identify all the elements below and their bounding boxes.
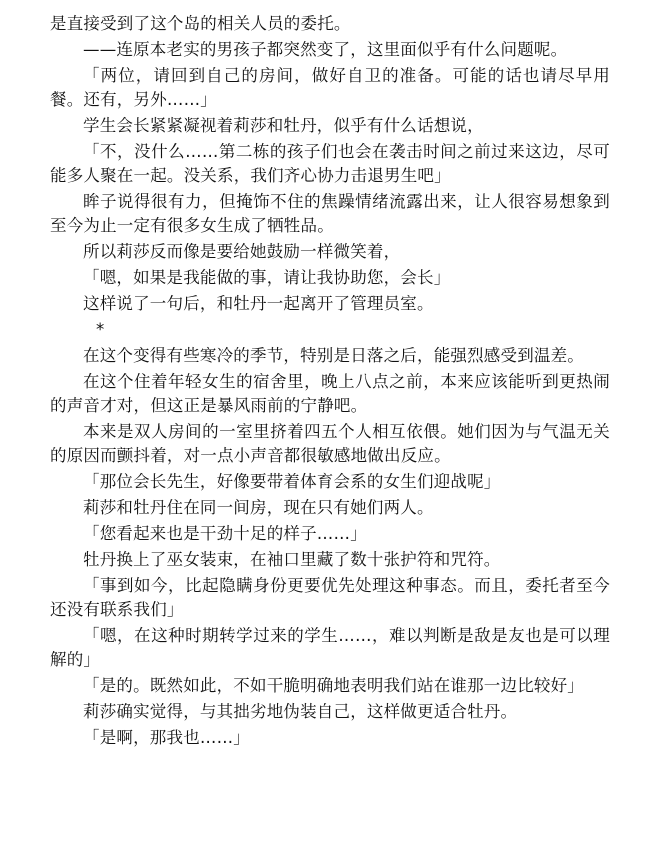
paragraph-10: 在这个变得有些寒冷的季节，特别是日落之后，能强烈感受到温差。 bbox=[83, 346, 584, 365]
paragraph-20: 莉莎确实觉得，与其拙劣地伪装自己，这样做更适合牡丹。 bbox=[83, 702, 518, 721]
paragraph-15: 「您看起来也是干劲十足的样子……」 bbox=[83, 524, 367, 543]
paragraph-7: 所以莉莎反而像是要给她鼓励一样微笑着， bbox=[83, 242, 401, 261]
paragraph-5: 「不，没什么……第二栋的孩子们也会在袭击时间之前过来这边，尽可能多人聚在一起。没关系，我们齐心协力击退男生吧」 bbox=[50, 142, 610, 185]
paragraph-11: 在这个住着年轻女生的宿舍里，晚上八点之前，本来应该能听到更热闹的声音才对，但这正是暴风雨前的宁静吧。 bbox=[50, 372, 610, 415]
paragraph-1: 是直接受到了这个岛的相关人员的委托。 bbox=[50, 14, 351, 33]
paragraph-4: 学生会长紧紧凝视着莉莎和牡丹，似乎有什么话想说， bbox=[83, 116, 484, 135]
paragraph-6: 眸子说得很有力，但掩饰不住的焦躁情绪流露出来，让人很容易想象到至今为止一定有很多女生成了牺牲品。 bbox=[50, 192, 610, 235]
paragraph-13: 「那位会长先生，好像要带着体育会系的女生们迎战呢」 bbox=[83, 472, 501, 491]
paragraph-16: 牡丹换上了巫女装束，在袖口里藏了数十张护符和咒符。 bbox=[83, 550, 501, 569]
paragraph-2: ——连原本老实的男孩子都突然变了，这里面似乎有什么问题呢。 bbox=[83, 40, 568, 59]
paragraph-9: 这样说了一句后，和牡丹一起离开了管理员室。 bbox=[83, 294, 434, 313]
paragraph-21: 「是啊，那我也……」 bbox=[83, 728, 250, 747]
paragraph-14: 莉莎和牡丹住在同一间房，现在只有她们两人。 bbox=[83, 498, 434, 517]
paragraph-12: 本来是双人房间的一室里挤着四五个人相互依偎。她们因为与气温无关的原因而颤抖着，对一点小声音都很敏感地做出反应。 bbox=[50, 422, 610, 465]
paragraph-19: 「是的。既然如此，不如干脆明确地表明我们站在谁那一边比较好」 bbox=[83, 676, 584, 695]
paragraph-3: 「两位，请回到自己的房间，做好自卫的准备。可能的话也请尽早用餐。还有，另外……」 bbox=[50, 66, 610, 109]
paragraph-17: 「事到如今，比起隐瞒身份更要优先处理这种事态。而且，委托者至今还没有联系我们」 bbox=[50, 576, 610, 619]
paragraph-18: 「嗯，在这种时期转学过来的学生……，难以判断是敌是友也是可以理解的」 bbox=[50, 626, 610, 669]
paragraph-8: 「嗯，如果是我能做的事，请让我协助您，会长」 bbox=[83, 268, 451, 287]
scene-break: * bbox=[96, 320, 105, 339]
